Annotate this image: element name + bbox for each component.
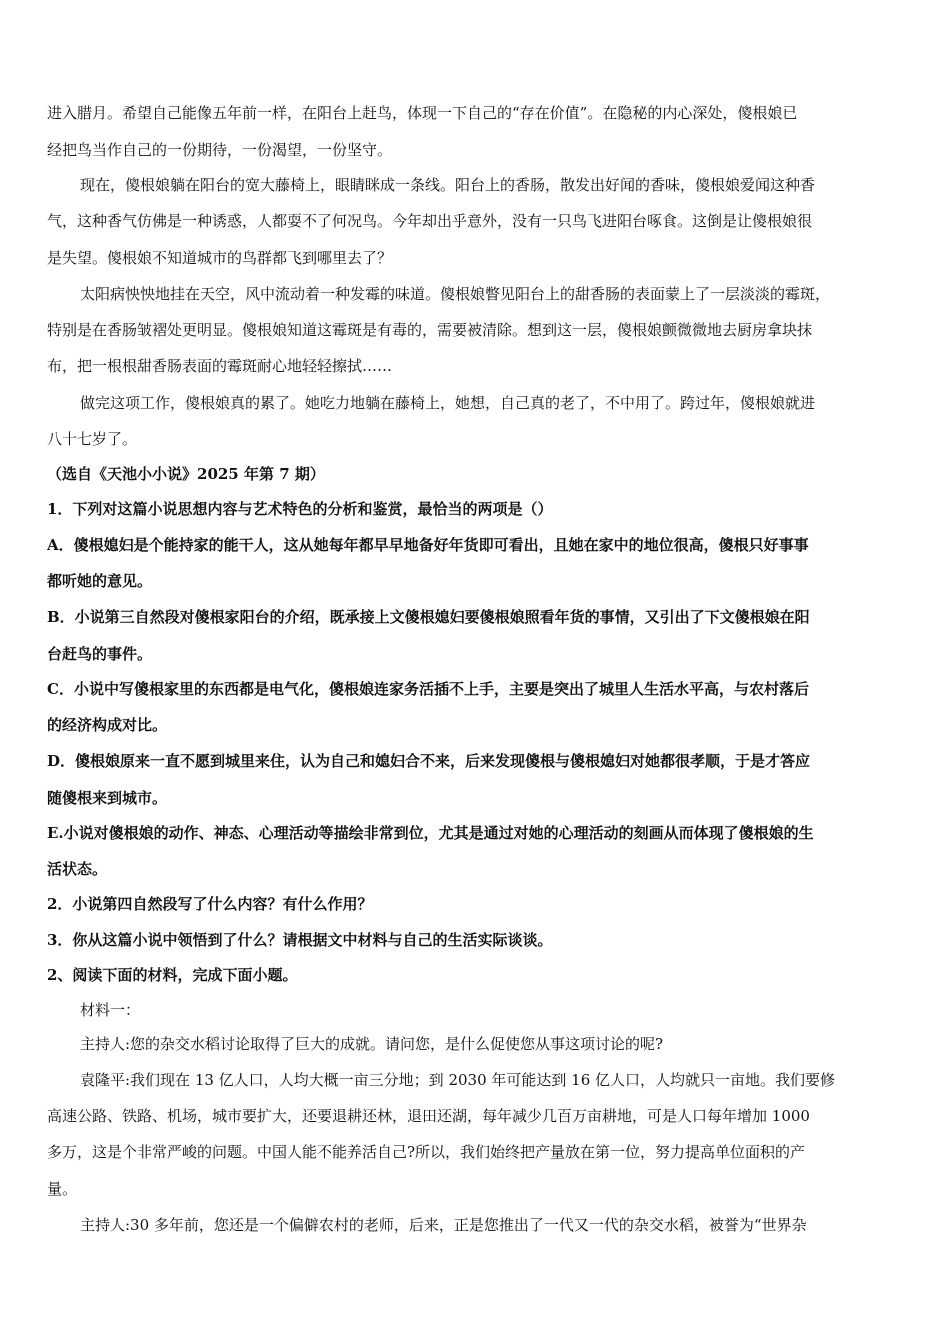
story-line: 太阳病怏怏地挂在天空，风中流动着一种发霉的味道。傻根娘瞥见阳台上的甜香肠的表面蒙上了一层淡淡的霉斑， bbox=[80, 285, 831, 303]
question-2: 2．小说第四自然段写了什么内容？有什么作用？ bbox=[47, 895, 373, 913]
material-line: 主持人:30 多年前，您还是一个偏僻农村的老师，后来，正是您推出了一代又一代的杂交水稻，被誉为“世界杂 bbox=[80, 1216, 807, 1234]
option-d: D．傻根娘原来一直不愿到城里来住，认为自己和媳妇合不来，后来发现傻根与傻根媳妇对她都很孝顺，于是才答应 bbox=[47, 752, 811, 770]
option-e: E.小说对傻根娘的动作、神态、心理活动等描绘非常到位，尤其是通过对她的心理活动的刻画从而体现了傻根娘的生 bbox=[47, 824, 814, 842]
section-heading: 2、阅读下面的材料，完成下面小题。 bbox=[47, 966, 298, 984]
option-e-cont: 活状态。 bbox=[47, 860, 108, 878]
material-line: 袁隆平:我们现在 13 亿人口，人均大概一亩三分地；到 2030 年可能达到 16 亿人口，人均就只一亩地。我们要修 bbox=[80, 1071, 836, 1089]
material-line: 量。 bbox=[47, 1180, 78, 1198]
story-line: 特别是在香肠皱褶处更明显。傻根娘知道这霉斑是有毒的，需要被清除。想到这一层，傻根娘颤微微地去厨房拿块抹 bbox=[47, 321, 813, 339]
option-c: C．小说中写傻根家里的东西都是电气化，傻根娘连家务活插不上手，主要是突出了城里人生活水平高，与农村落后 bbox=[47, 680, 809, 698]
story-line: 经把鸟当作自己的一份期待，一份渴望，一份坚守。 bbox=[47, 141, 393, 159]
option-c-cont: 的经济构成对比。 bbox=[47, 716, 168, 734]
material-line: 多万，这是个非常严峻的问题。中国人能不能养活自己?所以，我们始终把产量放在第一位，努力提高单位面积的产 bbox=[47, 1143, 806, 1161]
question-1: 1．下列对这篇小说思想内容与艺术特色的分析和鉴赏，最恰当的两项是（） bbox=[47, 500, 553, 518]
story-line: 现在，傻根娘躺在阳台的宽大藤椅上，眼睛眯成一条线。阳台上的香肠，散发出好闻的香味，傻根娘爱闻这种香 bbox=[80, 176, 816, 194]
material-line: 主持人:您的杂交水稻讨论取得了巨大的成就。请问您，是什么促使您从事这项讨论的呢? bbox=[80, 1035, 664, 1053]
option-a: A．傻根媳妇是个能持家的能干人，这从她每年都早早地备好年货即可看出，且她在家中的地位很高，傻根只好事事 bbox=[47, 536, 809, 554]
story-line: 是失望。傻根娘不知道城市的鸟群都飞到哪里去了？ bbox=[47, 249, 393, 267]
option-b-cont: 台赶鸟的事件。 bbox=[47, 645, 153, 663]
option-a-cont: 都听她的意见。 bbox=[47, 572, 153, 590]
story-line: 八十七岁了。 bbox=[47, 430, 138, 448]
story-source: （选自《天池小小说》2025 年第 7 期） bbox=[47, 465, 325, 483]
option-b: B．小说第三自然段对傻根家阳台的介绍，既承接上文傻根媳妇要傻根娘照看年货的事情，又引出了下文傻根娘在阳 bbox=[47, 608, 810, 626]
material-line: 高速公路、铁路、机场，城市要扩大，还要退耕还林，退田还湖，每年减少几百万亩耕地，可是人口每年增加 1000 bbox=[47, 1107, 810, 1125]
story-line: 进入腊月。希望自己能像五年前一样，在阳台上赶鸟，体现一下自己的“存在价值”。在隐秘的内心深处，傻根娘已 bbox=[47, 104, 798, 122]
question-3: 3．你从这篇小说中领悟到了什么？请根据文中材料与自己的生活实际谈谈。 bbox=[47, 931, 553, 949]
option-d-cont: 随傻根来到城市。 bbox=[47, 789, 168, 807]
material-title: 材料一： bbox=[80, 1001, 141, 1019]
story-line: 做完这项工作，傻根娘真的累了。她吃力地躺在藤椅上，她想，自己真的老了，不中用了。跨过年，傻根娘就进 bbox=[80, 394, 816, 412]
story-line: 布，把一根根甜香肠表面的霉斑耐心地轻轻擦拭…… bbox=[47, 357, 393, 375]
story-line: 气，这种香气仿佛是一种诱惑，人都耍不了何况鸟。今年却出乎意外，没有一只鸟飞进阳台啄食。这倒是让傻根娘很 bbox=[47, 212, 813, 230]
